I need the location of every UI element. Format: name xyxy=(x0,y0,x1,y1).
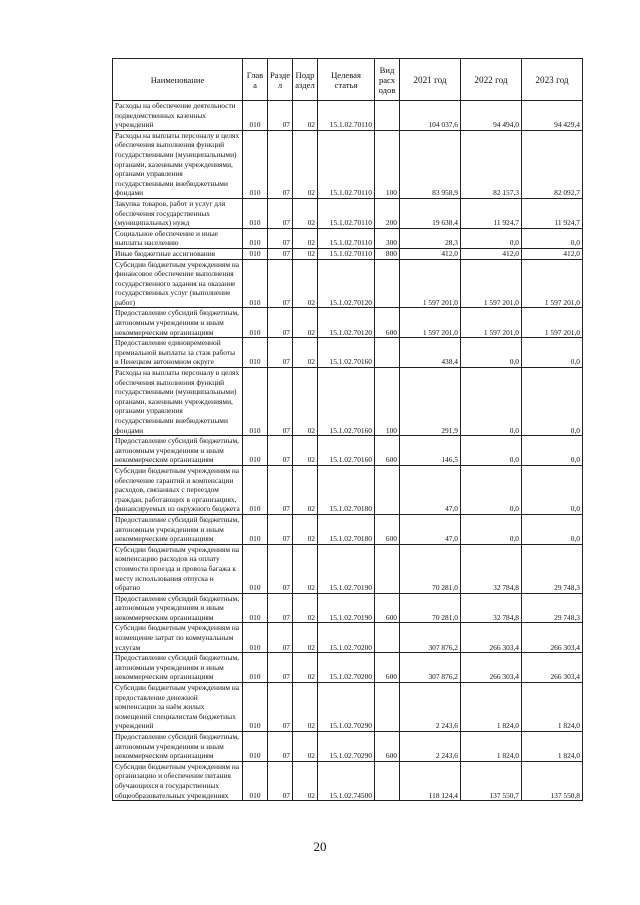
row-value-2022: 82 157,3 xyxy=(461,130,522,198)
row-glava: 010 xyxy=(243,683,268,732)
row-name: Предоставление субсидий бюджетным, автономным учреждениям и иным некоммерческим организациям xyxy=(113,308,243,338)
row-name: Иные бюджетные ассигнования xyxy=(113,248,243,259)
header-name: Наименование xyxy=(113,59,243,101)
budget-table xyxy=(112,58,583,801)
row-vid: 800 xyxy=(375,248,400,259)
row-vid xyxy=(375,259,400,308)
row-vid: 100 xyxy=(375,130,400,198)
row-value-2023: 1 824,0 xyxy=(522,732,583,762)
row-razdel: 07 xyxy=(268,198,293,228)
table-row xyxy=(113,101,583,131)
row-value-2023: 1 597 201,0 xyxy=(522,259,583,308)
row-podrazdel: 02 xyxy=(293,544,318,593)
row-value-2022: 1 824,0 xyxy=(461,683,522,732)
row-value-2022: 1 824,0 xyxy=(461,732,522,762)
row-value-2021: 28,3 xyxy=(400,228,461,248)
row-value-2023: 1 597 201,0 xyxy=(522,308,583,338)
row-value-2022: 0,0 xyxy=(461,436,522,466)
row-target: 15.1.02.70190 xyxy=(318,593,375,623)
table-row xyxy=(113,623,583,653)
table-row xyxy=(113,732,583,762)
table-row xyxy=(113,248,583,259)
row-podrazdel: 02 xyxy=(293,683,318,732)
row-value-2023: 0,0 xyxy=(522,228,583,248)
table-row xyxy=(113,544,583,593)
row-razdel: 07 xyxy=(268,514,293,544)
table-row xyxy=(113,436,583,466)
row-value-2022: 32 784,8 xyxy=(461,593,522,623)
row-vid xyxy=(375,623,400,653)
row-value-2022: 412,0 xyxy=(461,248,522,259)
row-value-2021: 70 281,0 xyxy=(400,544,461,593)
row-value-2023: 1 824,0 xyxy=(522,683,583,732)
row-value-2022: 94 494,0 xyxy=(461,101,522,131)
row-value-2021: 70 281,0 xyxy=(400,593,461,623)
row-value-2022: 0,0 xyxy=(461,514,522,544)
row-value-2021: 2 243,6 xyxy=(400,683,461,732)
row-razdel: 07 xyxy=(268,368,293,436)
row-value-2021: 438,4 xyxy=(400,338,461,368)
row-value-2022: 11 924,7 xyxy=(461,198,522,228)
row-target: 15.1.02.70200 xyxy=(318,623,375,653)
row-value-2023: 0,0 xyxy=(522,465,583,514)
page-number: 20 xyxy=(313,839,327,854)
row-razdel: 07 xyxy=(268,338,293,368)
row-razdel: 07 xyxy=(268,308,293,338)
row-target: 15.1.02.70200 xyxy=(318,653,375,683)
row-glava: 010 xyxy=(243,514,268,544)
row-name: Предоставление субсидий бюджетным, автономным учреждениям и иным некоммерческим организациям xyxy=(113,653,243,683)
row-target: 15.1.02.70120 xyxy=(318,308,375,338)
row-value-2021: 104 037,6 xyxy=(400,101,461,131)
row-podrazdel: 02 xyxy=(293,436,318,466)
row-podrazdel: 02 xyxy=(293,623,318,653)
row-glava: 010 xyxy=(243,259,268,308)
row-name: Субсидии бюджетным учреждениям на компенсацию расходов на оплату стоимости проезда и провоза багажа к месту использования отпуска и обратно xyxy=(113,544,243,593)
row-razdel: 07 xyxy=(268,544,293,593)
row-razdel: 07 xyxy=(268,130,293,198)
table-row xyxy=(113,228,583,248)
table-row xyxy=(113,368,583,436)
row-name: Субсидии бюджетным учреждениям на предоставление денежной компенсации за наём жилых помещений специалистам бюджетных учреждений xyxy=(113,683,243,732)
header-target: Целевая статья xyxy=(318,59,375,101)
row-value-2023: 266 303,4 xyxy=(522,653,583,683)
row-name: Расходы на выплаты персоналу в целях обеспечения выполнения функций государственными (муниципальными) органами, казенными учреждениями, органами управления государственными внебюджетными фондами xyxy=(113,368,243,436)
row-value-2021: 291,9 xyxy=(400,368,461,436)
row-value-2023: 29 748,3 xyxy=(522,544,583,593)
table-row xyxy=(113,130,583,198)
row-glava: 010 xyxy=(243,653,268,683)
row-value-2023: 0,0 xyxy=(522,368,583,436)
header-2022: 2022 год xyxy=(461,59,522,101)
row-name: Субсидии бюджетным учреждениям на обеспечение гарантий и компенсации расходов, связанных с переездом граждан, работающих в организациях, финансируемых из окружного бюджета xyxy=(113,465,243,514)
row-value-2022: 0,0 xyxy=(461,338,522,368)
row-target: 15.1.02.70160 xyxy=(318,436,375,466)
row-target: 15.1.02.70290 xyxy=(318,683,375,732)
table-row xyxy=(113,593,583,623)
row-vid xyxy=(375,683,400,732)
row-value-2021: 412,0 xyxy=(400,248,461,259)
table-row xyxy=(113,308,583,338)
row-name: Субсидии бюджетным учреждениям на организацию и обеспечение питания обучающихся в государственных общеобразовательных учреждениях xyxy=(113,761,243,800)
row-target: 15.1.02.70180 xyxy=(318,465,375,514)
row-razdel: 07 xyxy=(268,683,293,732)
row-value-2021: 1 597 201,0 xyxy=(400,259,461,308)
row-name: Предоставление субсидий бюджетным, автономным учреждениям и иным некоммерческим организациям xyxy=(113,732,243,762)
row-glava: 010 xyxy=(243,623,268,653)
row-target: 15.1.02.70110 xyxy=(318,130,375,198)
row-target: 15.1.02.70160 xyxy=(318,368,375,436)
row-target: 15.1.02.70290 xyxy=(318,732,375,762)
row-target: 15.1.02.70110 xyxy=(318,198,375,228)
row-value-2023: 0,0 xyxy=(522,436,583,466)
row-value-2021: 47,0 xyxy=(400,514,461,544)
row-vid xyxy=(375,101,400,131)
row-glava: 010 xyxy=(243,101,268,131)
row-value-2022: 0,0 xyxy=(461,228,522,248)
row-glava: 010 xyxy=(243,436,268,466)
row-value-2021: 307 876,2 xyxy=(400,653,461,683)
row-razdel: 07 xyxy=(268,761,293,800)
row-target: 15.1.02.70110 xyxy=(318,101,375,131)
row-target: 15.1.02.70160 xyxy=(318,338,375,368)
row-value-2023: 94 429,4 xyxy=(522,101,583,131)
table-row xyxy=(113,514,583,544)
row-podrazdel: 02 xyxy=(293,228,318,248)
row-podrazdel: 02 xyxy=(293,653,318,683)
row-vid xyxy=(375,761,400,800)
row-value-2023: 266 303,4 xyxy=(522,623,583,653)
row-value-2021: 146,5 xyxy=(400,436,461,466)
row-podrazdel: 02 xyxy=(293,368,318,436)
row-name: Предоставление субсидий бюджетным, автономным учреждениям и иным некоммерческим организациям xyxy=(113,593,243,623)
table-row xyxy=(113,198,583,228)
row-podrazdel: 02 xyxy=(293,101,318,131)
row-name: Предоставление единовременной премиальной выплаты за стаж работы в Ненецком автономном округе xyxy=(113,338,243,368)
row-glava: 010 xyxy=(243,198,268,228)
row-razdel: 07 xyxy=(268,436,293,466)
row-glava: 010 xyxy=(243,228,268,248)
header-2021: 2021 год xyxy=(400,59,461,101)
table-row xyxy=(113,761,583,800)
table-row xyxy=(113,465,583,514)
row-razdel: 07 xyxy=(268,465,293,514)
row-value-2021: 83 958,9 xyxy=(400,130,461,198)
row-podrazdel: 02 xyxy=(293,259,318,308)
row-podrazdel: 02 xyxy=(293,248,318,259)
header-podrazdel: Подр аздел xyxy=(293,59,318,101)
row-razdel: 07 xyxy=(268,653,293,683)
row-vid xyxy=(375,338,400,368)
row-target: 15.1.02.70110 xyxy=(318,228,375,248)
row-vid: 100 xyxy=(375,368,400,436)
row-target: 15.1.02.70110 xyxy=(318,248,375,259)
row-razdel: 07 xyxy=(268,593,293,623)
table-header xyxy=(113,59,583,101)
row-value-2023: 11 924,7 xyxy=(522,198,583,228)
row-value-2021: 307 876,2 xyxy=(400,623,461,653)
row-razdel: 07 xyxy=(268,101,293,131)
row-razdel: 07 xyxy=(268,228,293,248)
row-value-2022: 266 303,4 xyxy=(461,623,522,653)
row-value-2022: 137 550,7 xyxy=(461,761,522,800)
row-podrazdel: 02 xyxy=(293,198,318,228)
row-podrazdel: 02 xyxy=(293,338,318,368)
row-target: 15.1.02.74500 xyxy=(318,761,375,800)
row-razdel: 07 xyxy=(268,259,293,308)
row-podrazdel: 02 xyxy=(293,465,318,514)
row-glava: 010 xyxy=(243,544,268,593)
row-name: Расходы на выплаты персоналу в целях обеспечения выполнения функций государственными (муниципальными) органами, казенными учреждениями, органами управления государственными внебюджетными фондами xyxy=(113,130,243,198)
row-name: Закупка товаров, работ и услуг для обеспечения государственных (муниципальных) нужд xyxy=(113,198,243,228)
table-row xyxy=(113,259,583,308)
row-value-2023: 29 748,3 xyxy=(522,593,583,623)
row-podrazdel: 02 xyxy=(293,761,318,800)
header-2023: 2023 год xyxy=(522,59,583,101)
row-podrazdel: 02 xyxy=(293,130,318,198)
table-row xyxy=(113,338,583,368)
row-razdel: 07 xyxy=(268,732,293,762)
header-vid: Вид расх одов xyxy=(375,59,400,101)
row-target: 15.1.02.70180 xyxy=(318,514,375,544)
row-value-2023: 0,0 xyxy=(522,338,583,368)
row-glava: 010 xyxy=(243,308,268,338)
row-value-2021: 1 597 201,0 xyxy=(400,308,461,338)
row-vid: 600 xyxy=(375,436,400,466)
row-razdel: 07 xyxy=(268,623,293,653)
row-glava: 010 xyxy=(243,338,268,368)
row-podrazdel: 02 xyxy=(293,308,318,338)
header-razdel: Разде л xyxy=(268,59,293,101)
row-vid xyxy=(375,465,400,514)
row-value-2021: 19 638,4 xyxy=(400,198,461,228)
table-body xyxy=(113,101,583,801)
row-razdel: 07 xyxy=(268,248,293,259)
table-row xyxy=(113,653,583,683)
row-glava: 010 xyxy=(243,465,268,514)
row-vid xyxy=(375,544,400,593)
row-target: 15.1.02.70120 xyxy=(318,259,375,308)
row-glava: 010 xyxy=(243,368,268,436)
row-podrazdel: 02 xyxy=(293,732,318,762)
row-vid: 600 xyxy=(375,732,400,762)
row-value-2023: 412,0 xyxy=(522,248,583,259)
row-value-2022: 266 303,4 xyxy=(461,653,522,683)
table-row xyxy=(113,683,583,732)
row-value-2021: 118 124,4 xyxy=(400,761,461,800)
header-glava: Глав а xyxy=(243,59,268,101)
row-name: Социальное обеспечение и иные выплаты населению xyxy=(113,228,243,248)
row-name: Предоставление субсидий бюджетным, автономным учреждениям и иным некоммерческим организациям xyxy=(113,514,243,544)
row-name: Субсидии бюджетным учреждениям на финансовое обеспечение выполнения государственного задания на оказание государственных услуг (выполнение работ) xyxy=(113,259,243,308)
row-value-2021: 2 243,6 xyxy=(400,732,461,762)
row-vid: 600 xyxy=(375,653,400,683)
row-value-2022: 1 597 201,0 xyxy=(461,259,522,308)
row-target: 15.1.02.70190 xyxy=(318,544,375,593)
row-name: Субсидии бюджетным учреждениям на возмещение затрат по коммунальным услугам xyxy=(113,623,243,653)
row-podrazdel: 02 xyxy=(293,593,318,623)
row-name: Расходы на обеспечение деятельности подведомственных казенных учреждений xyxy=(113,101,243,131)
row-value-2023: 0,0 xyxy=(522,514,583,544)
row-value-2022: 0,0 xyxy=(461,465,522,514)
row-value-2023: 137 550,8 xyxy=(522,761,583,800)
row-value-2022: 1 597 201,0 xyxy=(461,308,522,338)
row-glava: 010 xyxy=(243,761,268,800)
row-value-2022: 0,0 xyxy=(461,368,522,436)
row-podrazdel: 02 xyxy=(293,514,318,544)
row-vid: 600 xyxy=(375,514,400,544)
row-glava: 010 xyxy=(243,732,268,762)
row-value-2021: 47,0 xyxy=(400,465,461,514)
row-vid: 600 xyxy=(375,593,400,623)
row-glava: 010 xyxy=(243,130,268,198)
row-glava: 010 xyxy=(243,593,268,623)
row-vid: 200 xyxy=(375,198,400,228)
row-name: Предоставление субсидий бюджетным, автономным учреждениям и иным некоммерческим организациям xyxy=(113,436,243,466)
row-value-2022: 32 784,8 xyxy=(461,544,522,593)
row-value-2023: 82 092,7 xyxy=(522,130,583,198)
row-vid: 300 xyxy=(375,228,400,248)
row-vid: 600 xyxy=(375,308,400,338)
row-glava: 010 xyxy=(243,248,268,259)
